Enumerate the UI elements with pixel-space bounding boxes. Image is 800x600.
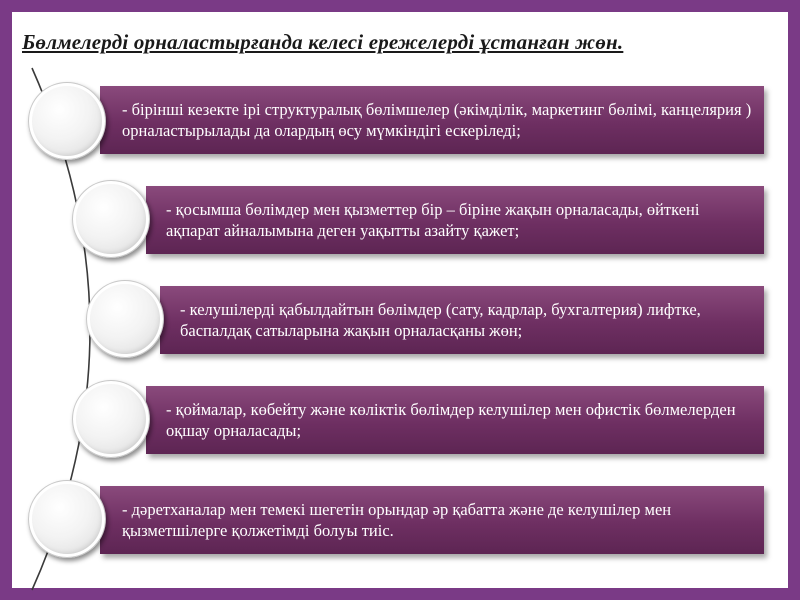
bullet-circle-3: [86, 280, 164, 358]
list-item-text: - бірінші кезекте ірі структуралық бөлімшелер (әкімділік, маркетинг бөлімі, канцелярия ) орналастырылады да олардың өсу мүмкіндігі ескеріледі;: [122, 100, 752, 140]
list-item-4: [146, 386, 764, 454]
bullet-circle-1: [28, 82, 106, 160]
list-item-3: [160, 286, 764, 354]
list-item-text: - келушілерді қабылдайтын бөлімдер (сату, кадрлар, бухгалтерия) лифтке, баспалдақ сатыларына жақын орналасқаны жөн;: [180, 300, 701, 340]
bullet-circle-2: [72, 180, 150, 258]
bullet-circle-4: [72, 380, 150, 458]
list-item-text: - қосымша бөлімдер мен қызметтер бір – біріне жақын орналасады, өйткені ақпарат айналымына деген уақытты азайту қажет;: [166, 200, 700, 240]
list-item-2: [146, 186, 764, 254]
list-item-5: [100, 486, 764, 554]
list-item-text: - дәретханалар мен темекі шегетін орындар әр қабатта және де келушілер мен қызметшілерге қолжетімді болуы тиіс.: [122, 500, 672, 540]
slide-title: Бөлмелерді орналастырғанда келесі ережелерді ұстанған жөн.: [22, 30, 624, 54]
list-item-text: - қоймалар, көбейту және көліктік бөлімдер келушілер мен офистік бөлмелерден оқшау орналасады;: [166, 400, 736, 440]
bullet-circle-5: [28, 480, 106, 558]
list-item-1: [100, 86, 764, 154]
